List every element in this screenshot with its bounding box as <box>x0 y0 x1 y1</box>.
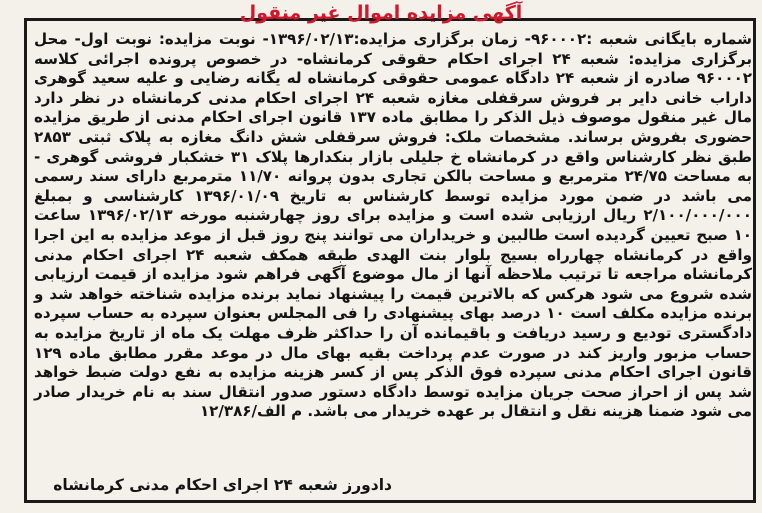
notice-signature: دادورز شعبه ۲۴ اجرای احکام مدنی کرمانشاه <box>53 476 392 494</box>
notice-body-paragraph: شماره بایگانی شعبه :۹۶۰۰۰۲- زمان برگزاری مزایده:۱۳۹۶/۰۲/۱۳- نوبت مزایده: نوبت اول- محل برگزاری مزایده: شعبه ۲۴ اجرای احکام حقوقی کرمانشاه- در خصوص پرونده اجرائی کلاسه ۹۶۰۰۰۲ صادره از شعبه ۲۴ دادگاه عمومی حقوقی کرمانشاه له یگانه رضایی و علیه سعید گوهری داراب خانی دایر بر فروش سرقفلی مغازه شعبه ۲۴ اجرای احکام مدنی کرمانشاه در نظر دارد مال غیر منقول موصوف ذیل الذکر را مطابق ماده ۱۳۷ قانون اجرای احکام مدنی از طریق مزایده حضوری بفروش برساند. مشخصات ملک: فروش سرقفلی شش دانگ مغازه به پلاک ثبتی ۲۸۵۳ طبق نظر کارشناس واقع در کرمانشاه خ جلیلی بازار بنکدارها پلاک ۳۱ خشکبار فروشی گوهری - به مساحت ۲۴/۷۵ مترمربع و مساحت بالکن تجاری بدون پروانه ۱۱/۷۰ مترمربع دارای سند رسمی می باشد در ضمن مورد مزایده توسط کارشناس به تاریخ ۱۳۹۶/۰۱/۰۹ کارشناسی و بمبلغ ۲/۱۰۰/۰۰۰/۰۰۰ ریال ارزیابی شده است و مزایده برای روز چهارشنبه مورخه ۱۳۹۶/۰۲/۱۳ ساعت ۱۰ صبح تعیین گردیده است طالبین و خریداران می توانند پنج روز قبل از موعد مزایده به این اجرا واقع در کرمانشاه چهارراه بسیج بلوار بنت الهدی طبقه همکف شعبه ۲۴ اجرای احکام مدنی کرمانشاه مراجعه تا ترتیب ملاحظه آنها از مال موضوع آگهی فراهم شود مزایده از قیمت ارزیابی شده شروع می شود هرکس که بالاترین قیمت را پیشنهاد نماید برنده مزایده شناخته خواهد شد و برنده مزایده مکلف است ۱۰ درصد بهای پیشنهادی را فی المجلس بعنوان سپرده به حساب سپرده دادگستری تودیع و رسید دریافت و باقیمانده آن را حداکثر ظرف مهلت یک ماه از تاریخ مزایده به حساب مزبور واریز کند در صورت عدم پرداخت بقیه بهای مال در موعد مقرر مطابق ماده ۱۲۹ قانون اجرای احکام مدنی سپرده فوق الذکر پس از کسر هزینه مزایده به نفع دولت ضبط خواهد شد پس از احراز صحت جریان مزایده توسط دادگاه دستور صدور انتقال سند به نام خریدار صادر می شود ضمنا هزینه نقل و انتقال بر عهده خریدار می باشد. م الف/۱۲/۳۸۶ <box>34 30 753 421</box>
notice-body <box>34 30 752 422</box>
notice-title: آگهی مزایده اموال غیر منقول <box>239 2 523 24</box>
